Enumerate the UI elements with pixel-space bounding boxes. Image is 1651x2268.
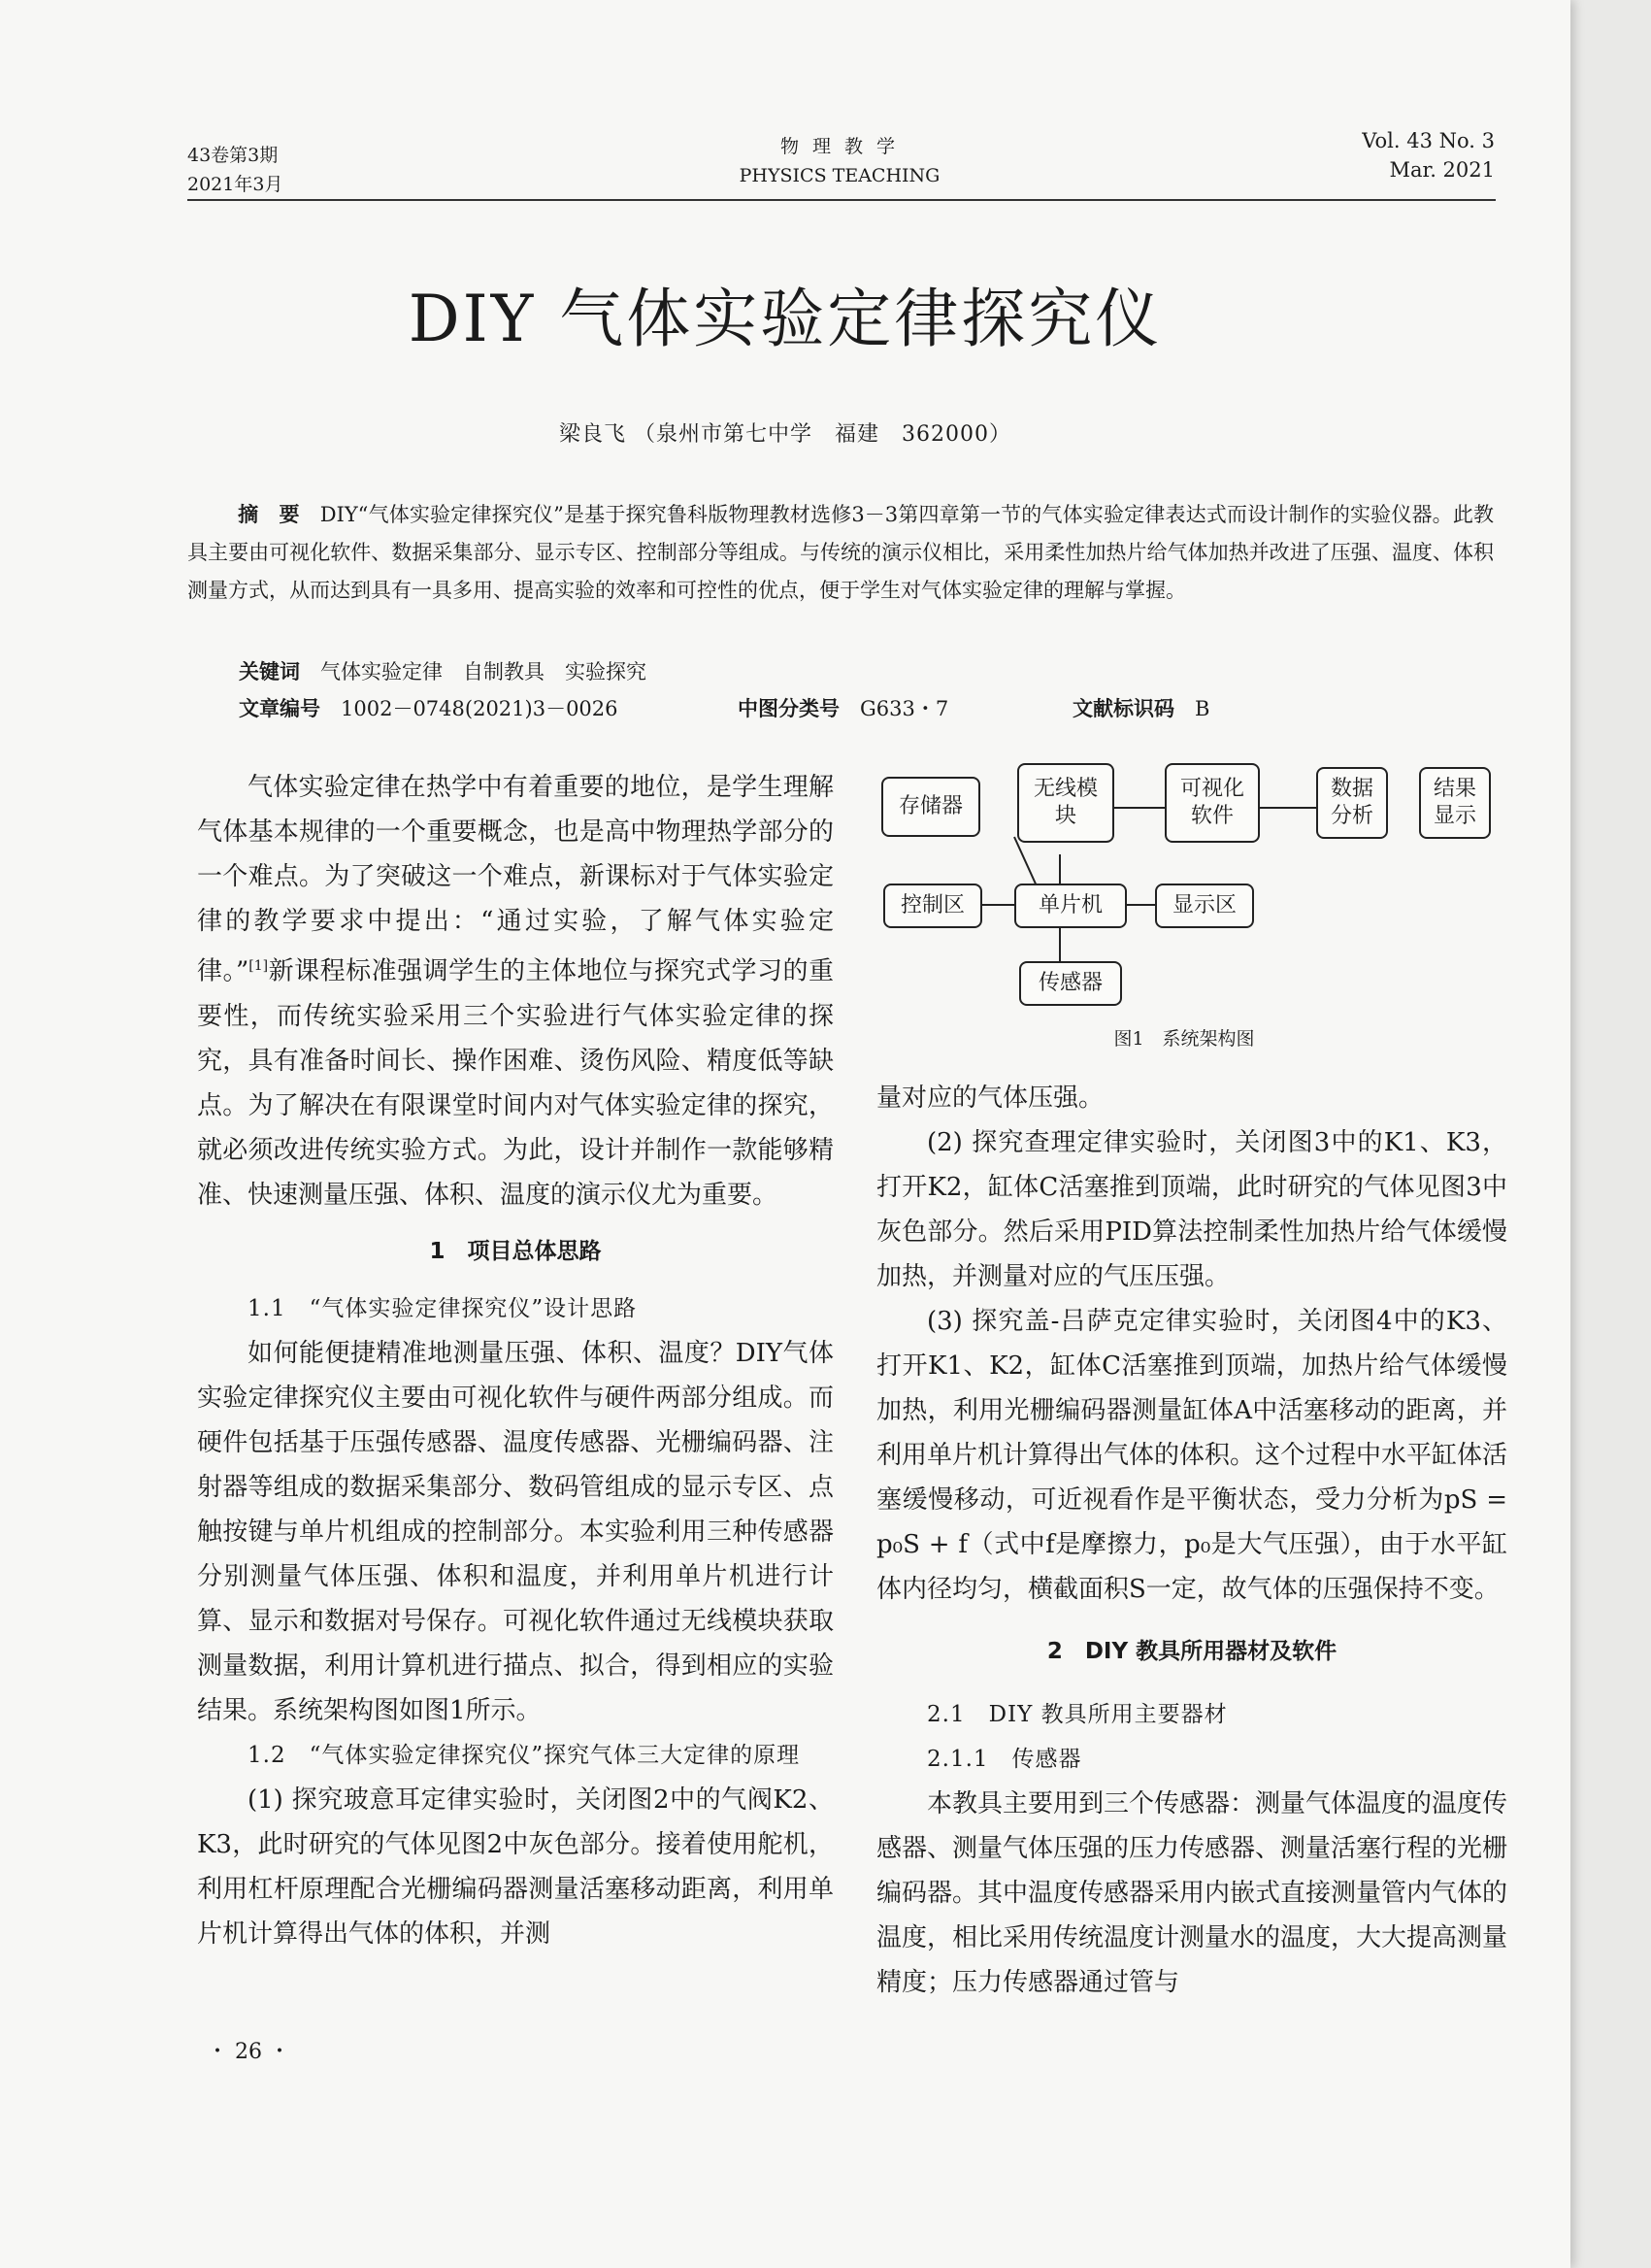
section-1-2-heading: 1.2 “气体实验定律探究仪”探究气体三大定律的原理 (248, 1742, 801, 1768)
right-column (876, 1076, 1507, 2005)
doc-code (1073, 693, 1209, 722)
citation-ref[interactable]: [1] (248, 958, 269, 974)
intro-text-1: 气体实验定律在热学中有着重要的地位，是学生理解气体基本规律的一个重要概念，也是高中物理热学部分的一个难点。为了突破这一个难点，新课标对于气体实验定律的教学要求中提出：“通过实验，了解气体实验定律。” (197, 773, 834, 986)
journal-name-cn: 物 理 教 学 (779, 136, 900, 157)
intro-paragraph (197, 765, 834, 1217)
figure-1 (874, 757, 1495, 1058)
article-title: DIY 气体实验定律探究仪 (408, 282, 1163, 356)
charles-law-paragraph: (2) 探究查理定律实验时，关闭图3中的K1、K3，打开K2，缸体C活塞推到顶端，此时研究的气体见图3中灰色部分。然后采用PID算法控制柔性加热片给气体缓慢加热，并测量对应的气压压强。 (876, 1128, 1507, 1291)
journal-name-en: PHYSICS TEACHING (739, 165, 941, 186)
issue-volume-en: Vol. 43 No. 3 (1362, 129, 1495, 152)
section-2-heading: 2 DIY 教具所用器材及软件 (1046, 1639, 1337, 1664)
node-display-area: 显示区 (1155, 884, 1254, 928)
article-number (239, 693, 618, 722)
node-mcu: 单片机 (1014, 884, 1127, 928)
author-line: 梁良飞 （泉州市第七中学 福建 362000） (559, 422, 1011, 447)
keywords-label: 关键词 (239, 660, 300, 684)
clc-label: 中图分类号 (738, 697, 840, 720)
node-control-area: 控制区 (883, 884, 982, 928)
sensor-paragraph: 本教具主要用到三个传感器：测量气体温度的温度传感器、测量气体压强的压力传感器、测量活塞行程的光栅编码器。其中温度传感器采用内嵌式直接测量管内气体的温度，相比采用传统温度计测量水的温度，大大提高测量精度；压力传感器通过管与 (876, 1789, 1508, 1997)
clc-value: G633・7 (860, 697, 949, 720)
node-visual-software: 可视化软件 (1165, 763, 1260, 843)
section-1-heading: 1 项目总体思路 (429, 1238, 602, 1264)
section-2-1-1-heading: 2.1.1 传感器 (927, 1747, 1082, 1772)
header-right (1320, 126, 1495, 184)
node-sensor: 传感器 (1019, 961, 1122, 1006)
node-data-analysis: 数据分析 (1316, 767, 1388, 839)
gay-lussac-paragraph: (3) 探究盖-吕萨克定律实验时，关闭图4中的K3、打开K1、K2，缸体C活塞推到顶端，加热片给气体缓慢加热，利用光栅编码器测量缸体A中活塞移动的距离，并利用单片机计算得出气体的体积。这个过程中水平缸体活塞缓慢移动，可近视看作是平衡状态，受力分析为pS = p₀S + f（式中f是摩擦力，p₀是大气压强），由于水平缸体内径均匀，横截面积S一定，故气体的压强保持不变。 (876, 1307, 1508, 1604)
header-center (679, 132, 1000, 190)
clc-number (738, 693, 948, 722)
issue-date: 2021年3月 (187, 174, 283, 195)
header-left (187, 141, 282, 199)
abstract-text: DIY“气体实验定律探究仪”是基于探究鲁科版物理教材选修3－3第四章第一节的气体实验定律表达式而设计制作的实验仪器。此教具主要由可视化软件、数据采集部分、显示专区、控制部分等组成。与传统的演示仪相比，采用柔性加热片给气体加热并改进了压强、温度、体积测量方式，从而达到具有一具多用、提高实验的效率和可控性的优点，便于学生对气体实验定律的理解与掌握。 (187, 503, 1495, 602)
doc-code-value: B (1195, 697, 1210, 720)
page-number: ・ 26 ・ (207, 2040, 290, 2064)
section-1-1-heading: 1.1 “气体实验定律探究仪”设计思路 (248, 1295, 638, 1321)
article-number-label: 文章编号 (239, 697, 320, 720)
article-number-value: 1002－0748(2021)3－0026 (341, 697, 618, 720)
keywords-text: 气体实验定律 自制教具 实验探究 (320, 660, 646, 684)
section-2-1-heading: 2.1 DIY 教具所用主要器材 (927, 1702, 1228, 1727)
left-column (197, 765, 834, 1956)
continued-text: 量对应的气体压强。 (876, 1084, 1105, 1113)
keywords (239, 656, 646, 685)
node-wireless: 无线模块 (1017, 763, 1114, 843)
abstract-label: 摘 要 (238, 503, 300, 526)
figure-1-caption: 图1 系统架构图 (1113, 1028, 1255, 1050)
doc-code-label: 文献标识码 (1073, 697, 1174, 720)
header-rule (187, 199, 1496, 201)
node-storage: 存储器 (881, 777, 980, 837)
issue-date-en: Mar. 2021 (1389, 158, 1495, 182)
section-1-1-paragraph: 如何能便捷精准地测量压强、体积、温度？DIY气体实验定律探究仪主要由可视化软件与硬件两部分组成。而硬件包括基于压强传感器、温度传感器、光栅编码器、注射器等组成的数据采集部分、数码管组成的显示专区、点触按键与单片机组成的控制部分。本实验利用三种传感器分别测量气体压强、体积和温度，并利用单片机进行计算、显示和数据对号保存。可视化软件通过无线模块获取测量数据，利用计算机进行描点、拟合，得到相应的实验结果。系统架构图如图1所示。 (197, 1338, 834, 1725)
node-result-display: 结果显示 (1419, 767, 1491, 839)
section-1-2-paragraph: (1) 探究玻意耳定律实验时，关闭图2中的气阀K2、K3，此时研究的气体见图2中灰色部分。接着使用舵机，利用杠杆原理配合光栅编码器测量活塞移动距离，利用单片机计算得出气体的体积，并测 (197, 1784, 834, 1949)
abstract (187, 496, 1494, 610)
intro-text-2: 新课程标准强调学生的主体地位与探究式学习的重要性，而传统实验采用三个实验进行气体实验定律的探究，具有准备时间长、操作困难、烫伤风险、精度低等缺点。为了解决在有限课堂时间内对气体实验定律的探究，就必须改进传统实验方式。为此，设计并制作一款能够精准、快速测量压强、体积、温度的演示仪尤为重要。 (197, 956, 834, 1210)
issue-volume: 43卷第3期 (187, 145, 279, 166)
